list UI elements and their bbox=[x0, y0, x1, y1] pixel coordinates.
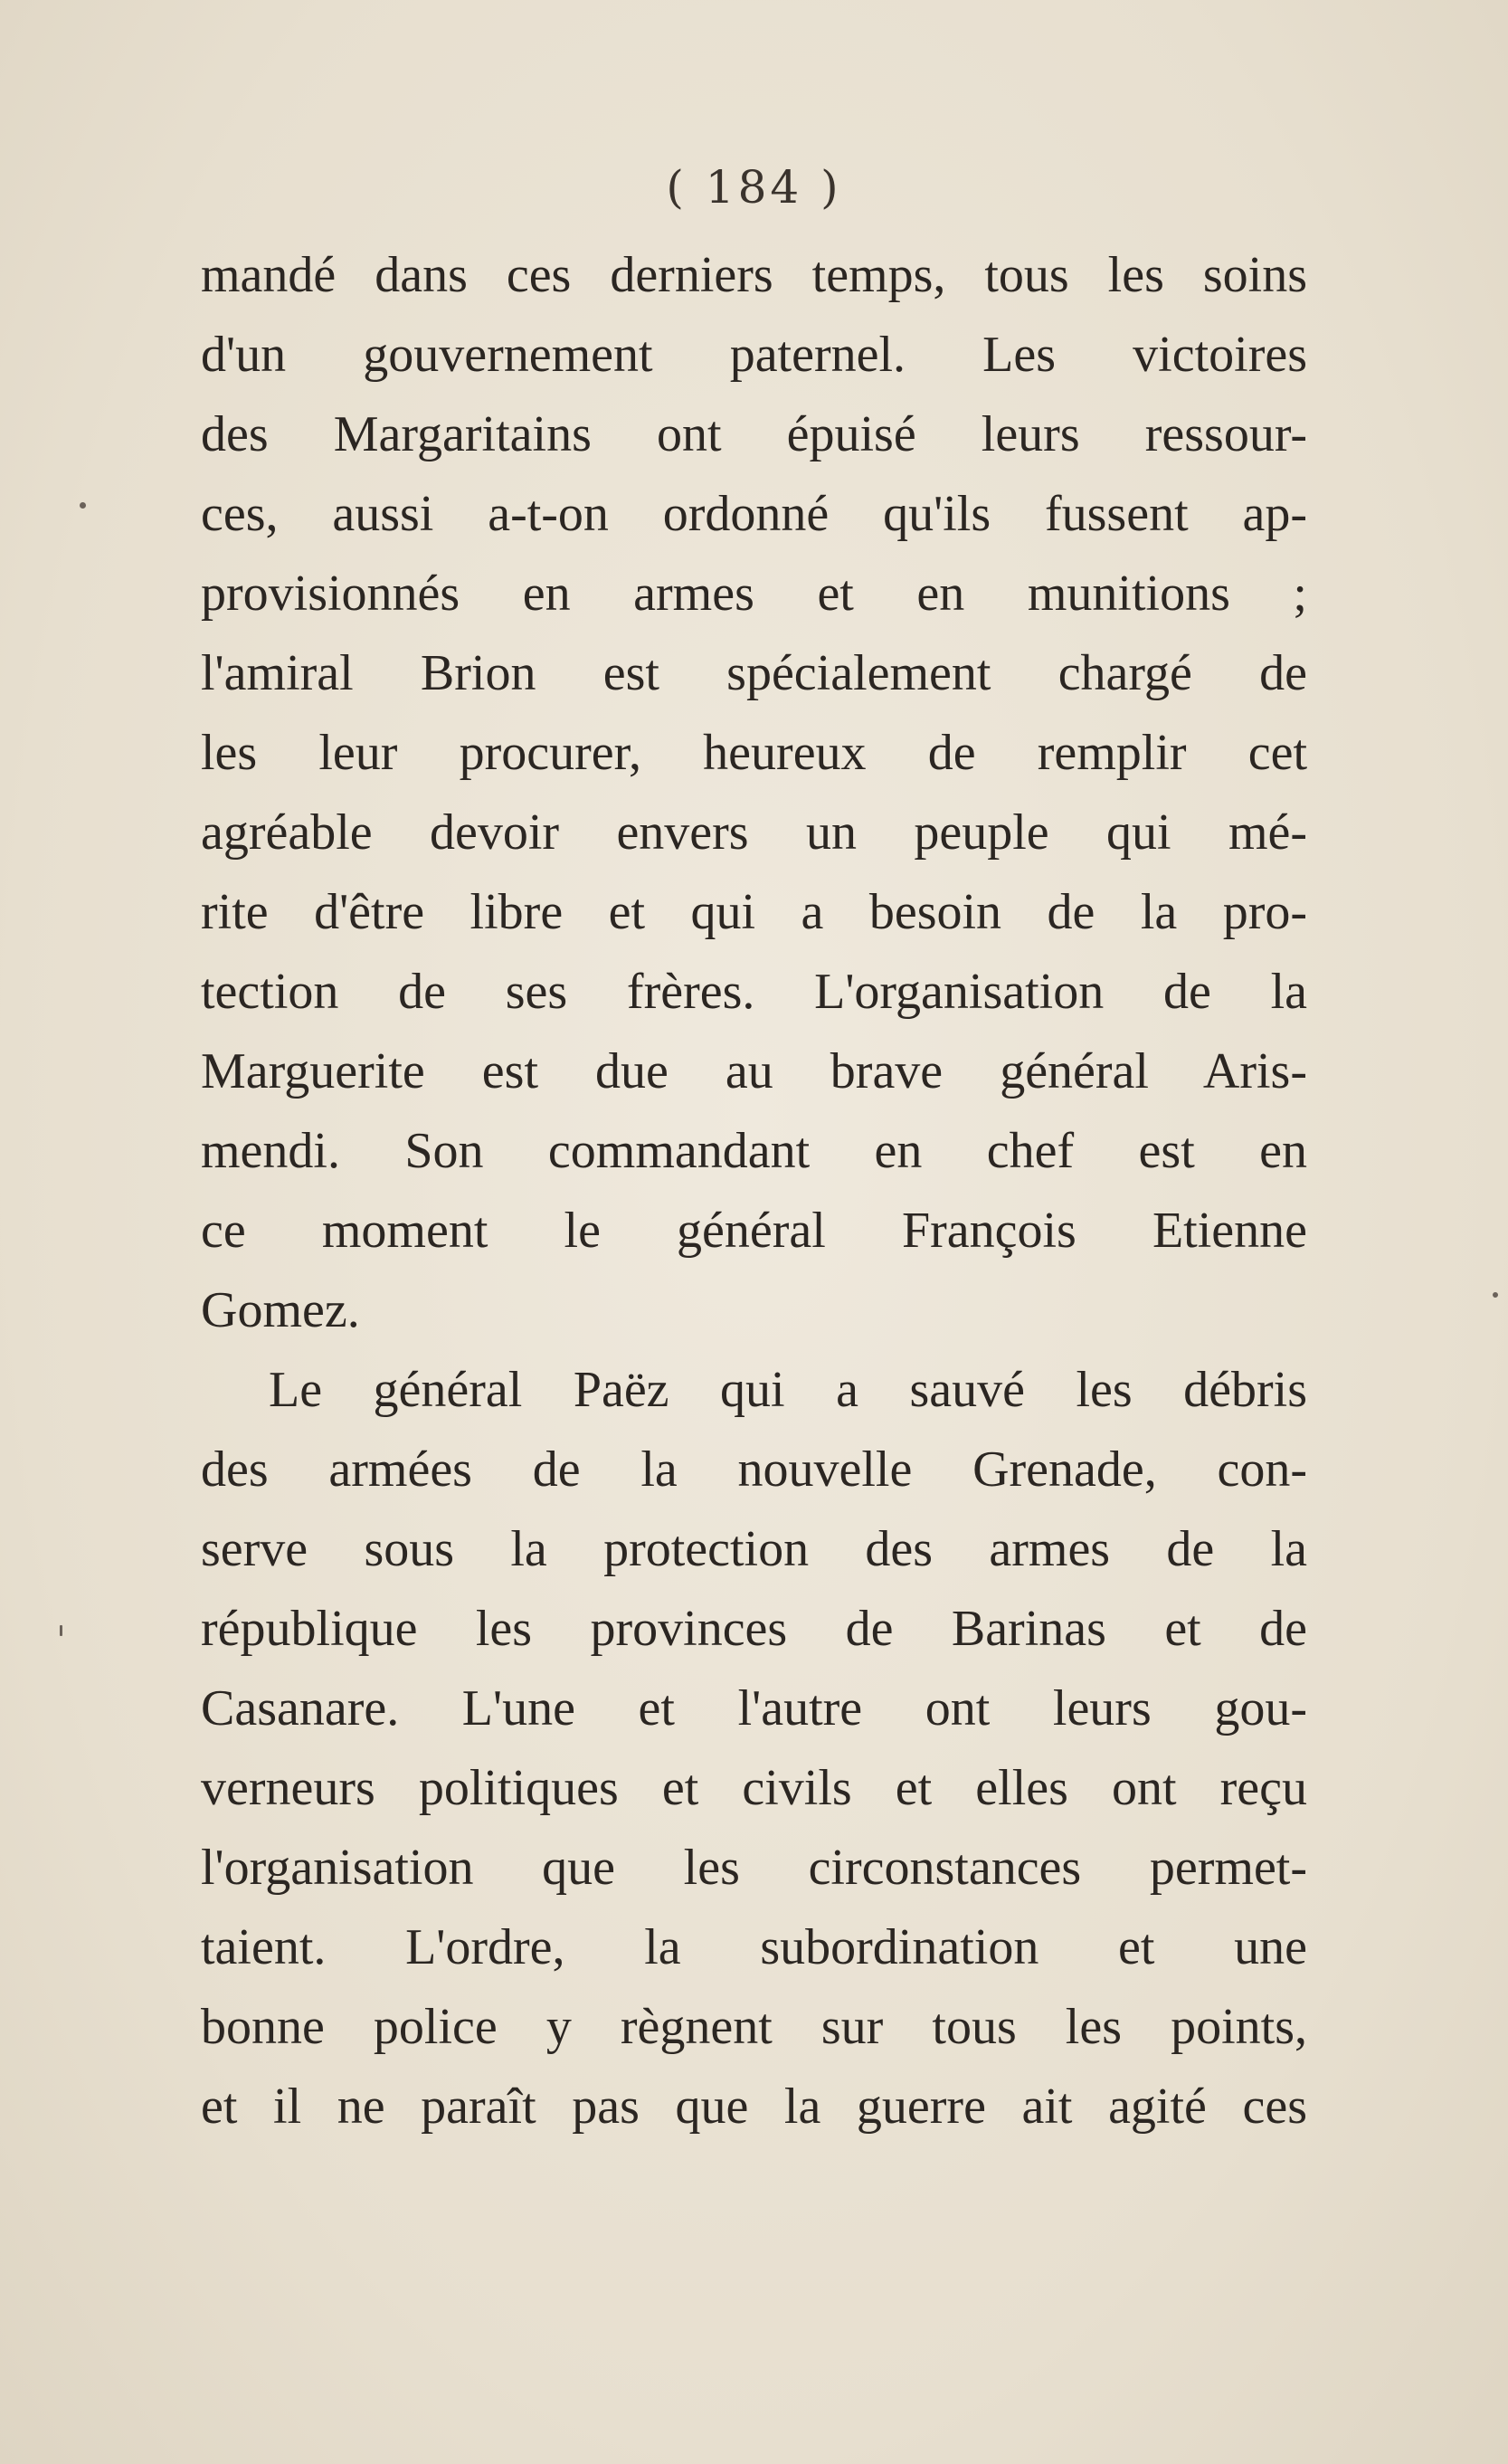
body-text bbox=[201, 235, 1307, 2146]
page-number: ( 184 ) bbox=[666, 161, 842, 214]
text-line: Gomez. bbox=[201, 1282, 360, 1338]
text-line: l'organisation que les circonstances permet- bbox=[201, 1840, 1307, 1896]
text-line: Marguerite est due au brave général Aris- bbox=[201, 1043, 1307, 1099]
text-line: serve sous la protection des armes de la bbox=[201, 1521, 1307, 1577]
text-line: les leur procurer, heureux de remplir cet bbox=[201, 725, 1307, 781]
text-line: tection de ses frères. L'organisation de la bbox=[201, 964, 1307, 1020]
text-line: et il ne paraît pas que la guerre ait agité ces bbox=[201, 2079, 1307, 2135]
text-line: taient. L'ordre, la subordination et une bbox=[201, 1919, 1307, 1975]
text-line: Casanare. L'une et l'autre ont leurs gou- bbox=[201, 1680, 1307, 1736]
text-line: ces, aussi a-t-on ordonné qu'ils fussent ap- bbox=[201, 486, 1307, 542]
paper-speck bbox=[1493, 1292, 1498, 1298]
text-line: mandé dans ces derniers temps, tous les soins bbox=[201, 247, 1307, 303]
text-line: bonne police y règnent sur tous les points, bbox=[201, 1999, 1307, 2055]
text-line: Le général Paëz qui a sauvé les débris bbox=[269, 1362, 1307, 1418]
paragraph-2 bbox=[201, 1350, 1307, 2146]
text-line: verneurs politiques et civils et elles ont reçu bbox=[201, 1760, 1307, 1816]
text-line: d'un gouvernement paternel. Les victoires bbox=[201, 327, 1307, 383]
text-line: république les provinces de Barinas et de bbox=[201, 1601, 1307, 1657]
text-line: ce moment le général François Etienne bbox=[201, 1203, 1307, 1259]
text-line: des armées de la nouvelle Grenade, con- bbox=[201, 1441, 1307, 1498]
text-line: des Margaritains ont épuisé leurs ressour- bbox=[201, 406, 1307, 462]
text-line: provisionnés en armes et en munitions ; bbox=[201, 566, 1307, 622]
text-line: agréable devoir envers un peuple qui mé- bbox=[201, 804, 1307, 861]
text-line: l'amiral Brion est spécialement chargé de bbox=[201, 645, 1307, 701]
text-line: rite d'être libre et qui a besoin de la pro- bbox=[201, 884, 1307, 940]
paragraph-1 bbox=[201, 235, 1307, 1350]
paper-speck bbox=[80, 502, 86, 509]
text-line: mendi. Son commandant en chef est en bbox=[201, 1123, 1307, 1179]
paper-speck bbox=[60, 1625, 62, 1636]
